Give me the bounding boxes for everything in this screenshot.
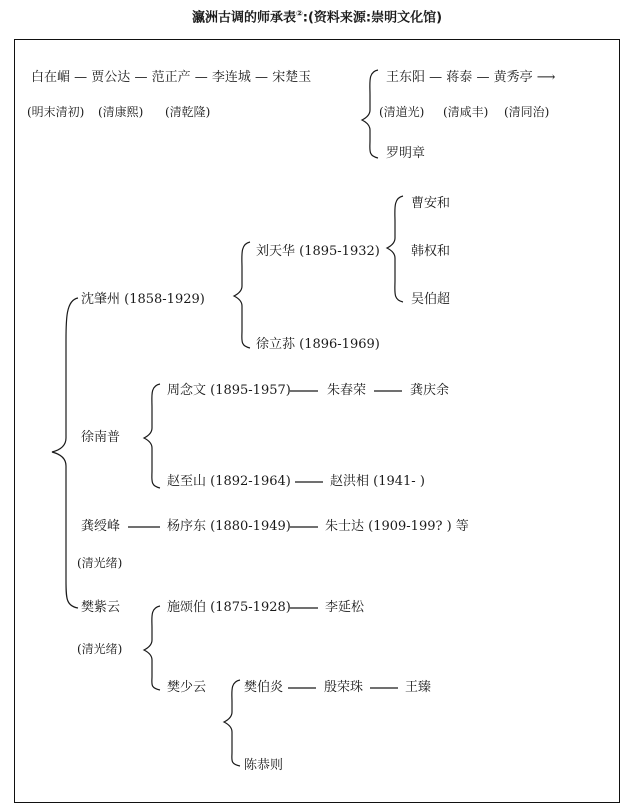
brace-shen	[234, 242, 250, 348]
person-yang: 杨序东 (1880-1949)	[167, 519, 291, 534]
person-zhu-chun: 朱春荣	[327, 383, 367, 398]
person-fan-zi: 樊紫云	[81, 600, 121, 615]
dash: —	[476, 70, 490, 85]
title-text: 瀛洲古调的师承表	[191, 10, 296, 26]
title-footnote: ②	[295, 9, 303, 18]
person-fan-zheng: 范正产	[151, 70, 191, 85]
brace-fanshao	[224, 680, 240, 766]
person-bai: 白在嵋	[31, 70, 71, 85]
person-wang-dong: 王东阳	[386, 70, 426, 85]
era-guangxu-fan: (清光绪)	[77, 642, 123, 656]
person-li-yan: 李延松	[325, 600, 365, 615]
era-ming: (明末清初)	[27, 105, 85, 119]
person-zhao-hong: 赵洪相 (1941- )	[330, 474, 425, 489]
person-gong-shou: 龚绶峰	[81, 519, 121, 534]
era-xianfeng: (清咸丰)	[443, 105, 489, 119]
person-cao: 曹安和	[411, 196, 451, 211]
person-shi: 施颂伯 (1875-1928)	[167, 600, 291, 615]
person-yin: 殷荣珠	[324, 680, 364, 695]
dash: —	[134, 70, 148, 85]
brace-main	[52, 298, 78, 608]
era-daoguang: (清道光)	[379, 105, 425, 119]
person-xu-li: 徐立荪 (1896-1969)	[256, 337, 380, 352]
person-fan-bo: 樊伯炎	[244, 680, 284, 695]
person-xu-nanpu: 徐南普	[81, 430, 121, 445]
person-li-lian: 李连城	[211, 70, 251, 85]
person-huang: 黄秀亭	[493, 70, 533, 85]
person-shen: 沈肇州 (1858-1929)	[81, 292, 205, 307]
era-qianlong: (清乾隆)	[165, 105, 211, 119]
top-chain-row	[31, 70, 311, 86]
person-song: 宋楚玉	[272, 70, 312, 85]
person-zhu-shi: 朱士达 (1909-199? ) 等	[325, 519, 469, 534]
dash: —	[255, 70, 269, 85]
person-liu: 刘天华 (1895-1932)	[256, 244, 380, 259]
person-chen: 陈恭则	[244, 758, 284, 773]
person-zhao-zhi: 赵至山 (1892-1964)	[167, 474, 291, 489]
dash: —	[429, 70, 443, 85]
person-fan-shao: 樊少云	[167, 680, 207, 695]
person-wu: 吴伯超	[411, 292, 451, 307]
person-zhou: 周念文 (1895-1957)	[167, 383, 291, 398]
dash: —	[74, 70, 88, 85]
person-wang-zhen: 王臻	[405, 680, 432, 695]
person-gong-qing: 龚庆余	[410, 383, 450, 398]
person-luo: 罗明章	[386, 146, 426, 161]
brace-xunanpu	[144, 384, 160, 488]
person-han: 韩权和	[411, 244, 451, 259]
person-jia: 贾公达	[91, 70, 131, 85]
arrow-icon: ⟶	[536, 70, 556, 85]
brace-top	[362, 70, 378, 158]
era-tongzhi: (清同治)	[504, 105, 550, 119]
brace-fan	[144, 606, 160, 690]
person-jiang: 蒋泰	[446, 70, 473, 85]
title-source: :(资料来源:崇明文化馆)	[302, 10, 443, 26]
era-guangxu: (清光绪)	[77, 556, 123, 570]
era-kangxi: (清康熙)	[98, 105, 144, 119]
brace-liu	[387, 196, 403, 302]
dash: —	[194, 70, 208, 85]
branch1-row	[386, 70, 555, 86]
